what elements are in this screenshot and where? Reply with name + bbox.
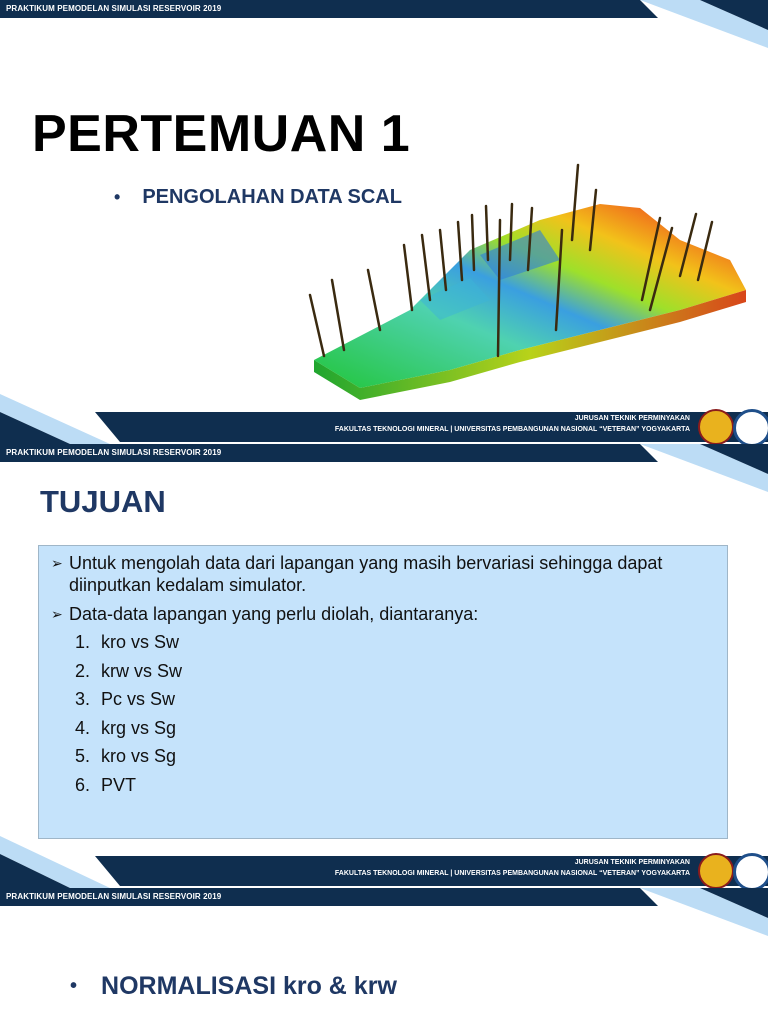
- university-logo-icon: [698, 409, 734, 444]
- title-row: [70, 972, 397, 1001]
- slide-subtitle: PENGOLAHAN DATA SCAL: [142, 186, 402, 208]
- department-logo-icon: [733, 409, 768, 444]
- paragraph-2-line-1: Data-data lapangan yang perlu diolah, diantaranya:: [69, 604, 479, 624]
- course-header-bar: [0, 0, 768, 20]
- paragraph-1-line-1: Untuk mengolah data dari lapangan yang masih bervariasi sehingga dapat: [69, 553, 663, 573]
- footer-faculty: FAKULTAS TEKNOLOGI MINERAL | UNIVERSITAS PEMBANGUNAN NASIONAL “VETERAN” YOGYAKARTA: [334, 426, 690, 433]
- footer-department: JURUSAN TEKNIK PERMINYAKAN: [574, 415, 690, 422]
- course-title: PRAKTIKUM PEMODELAN SIMULASI RESERVOIR 2019: [6, 892, 222, 901]
- paragraph-1-line-2: diinputkan kedalam simulator.: [69, 575, 307, 595]
- slide-1: [0, 0, 768, 444]
- content-box: [38, 545, 728, 839]
- footer-faculty: FAKULTAS TEKNOLOGI MINERAL | UNIVERSITAS PEMBANGUNAN NASIONAL “VETERAN” YOGYAKARTA: [334, 870, 690, 877]
- list-item: 2. krw vs Sw: [75, 661, 182, 681]
- bullet-icon: •: [70, 975, 78, 997]
- slide-title: PERTEMUAN 1: [32, 105, 411, 163]
- course-header-bar: [0, 444, 768, 464]
- reservoir-model-image: [300, 160, 760, 400]
- department-logo-icon: [733, 853, 768, 891]
- list-item: 3. Pc vs Sw: [75, 689, 176, 709]
- slide-title: TUJUAN: [40, 484, 166, 519]
- slide-3: [0, 888, 768, 1024]
- course-header-bar: [0, 888, 768, 908]
- list-item: 5. kro vs Sg: [75, 746, 177, 766]
- footer-department: JURUSAN TEKNIK PERMINYAKAN: [574, 859, 690, 866]
- course-title: PRAKTIKUM PEMODELAN SIMULASI RESERVOIR 2019: [6, 4, 222, 13]
- list-item: 1. kro vs Sw: [75, 632, 180, 652]
- bullet-icon: •: [114, 187, 121, 207]
- arrow-bullet-icon: ➢: [51, 555, 63, 571]
- arrow-bullet-icon: ➢: [51, 606, 63, 622]
- slide-footer: [0, 388, 768, 444]
- university-logo-icon: [698, 853, 734, 889]
- course-title: PRAKTIKUM PEMODELAN SIMULASI RESERVOIR 2019: [6, 448, 222, 457]
- slide-title: NORMALISASI kro & krw: [101, 972, 397, 1000]
- list-item: 6. PVT: [75, 775, 137, 795]
- slide-footer: [0, 830, 768, 888]
- list-item: 4. krg vs Sg: [75, 718, 177, 738]
